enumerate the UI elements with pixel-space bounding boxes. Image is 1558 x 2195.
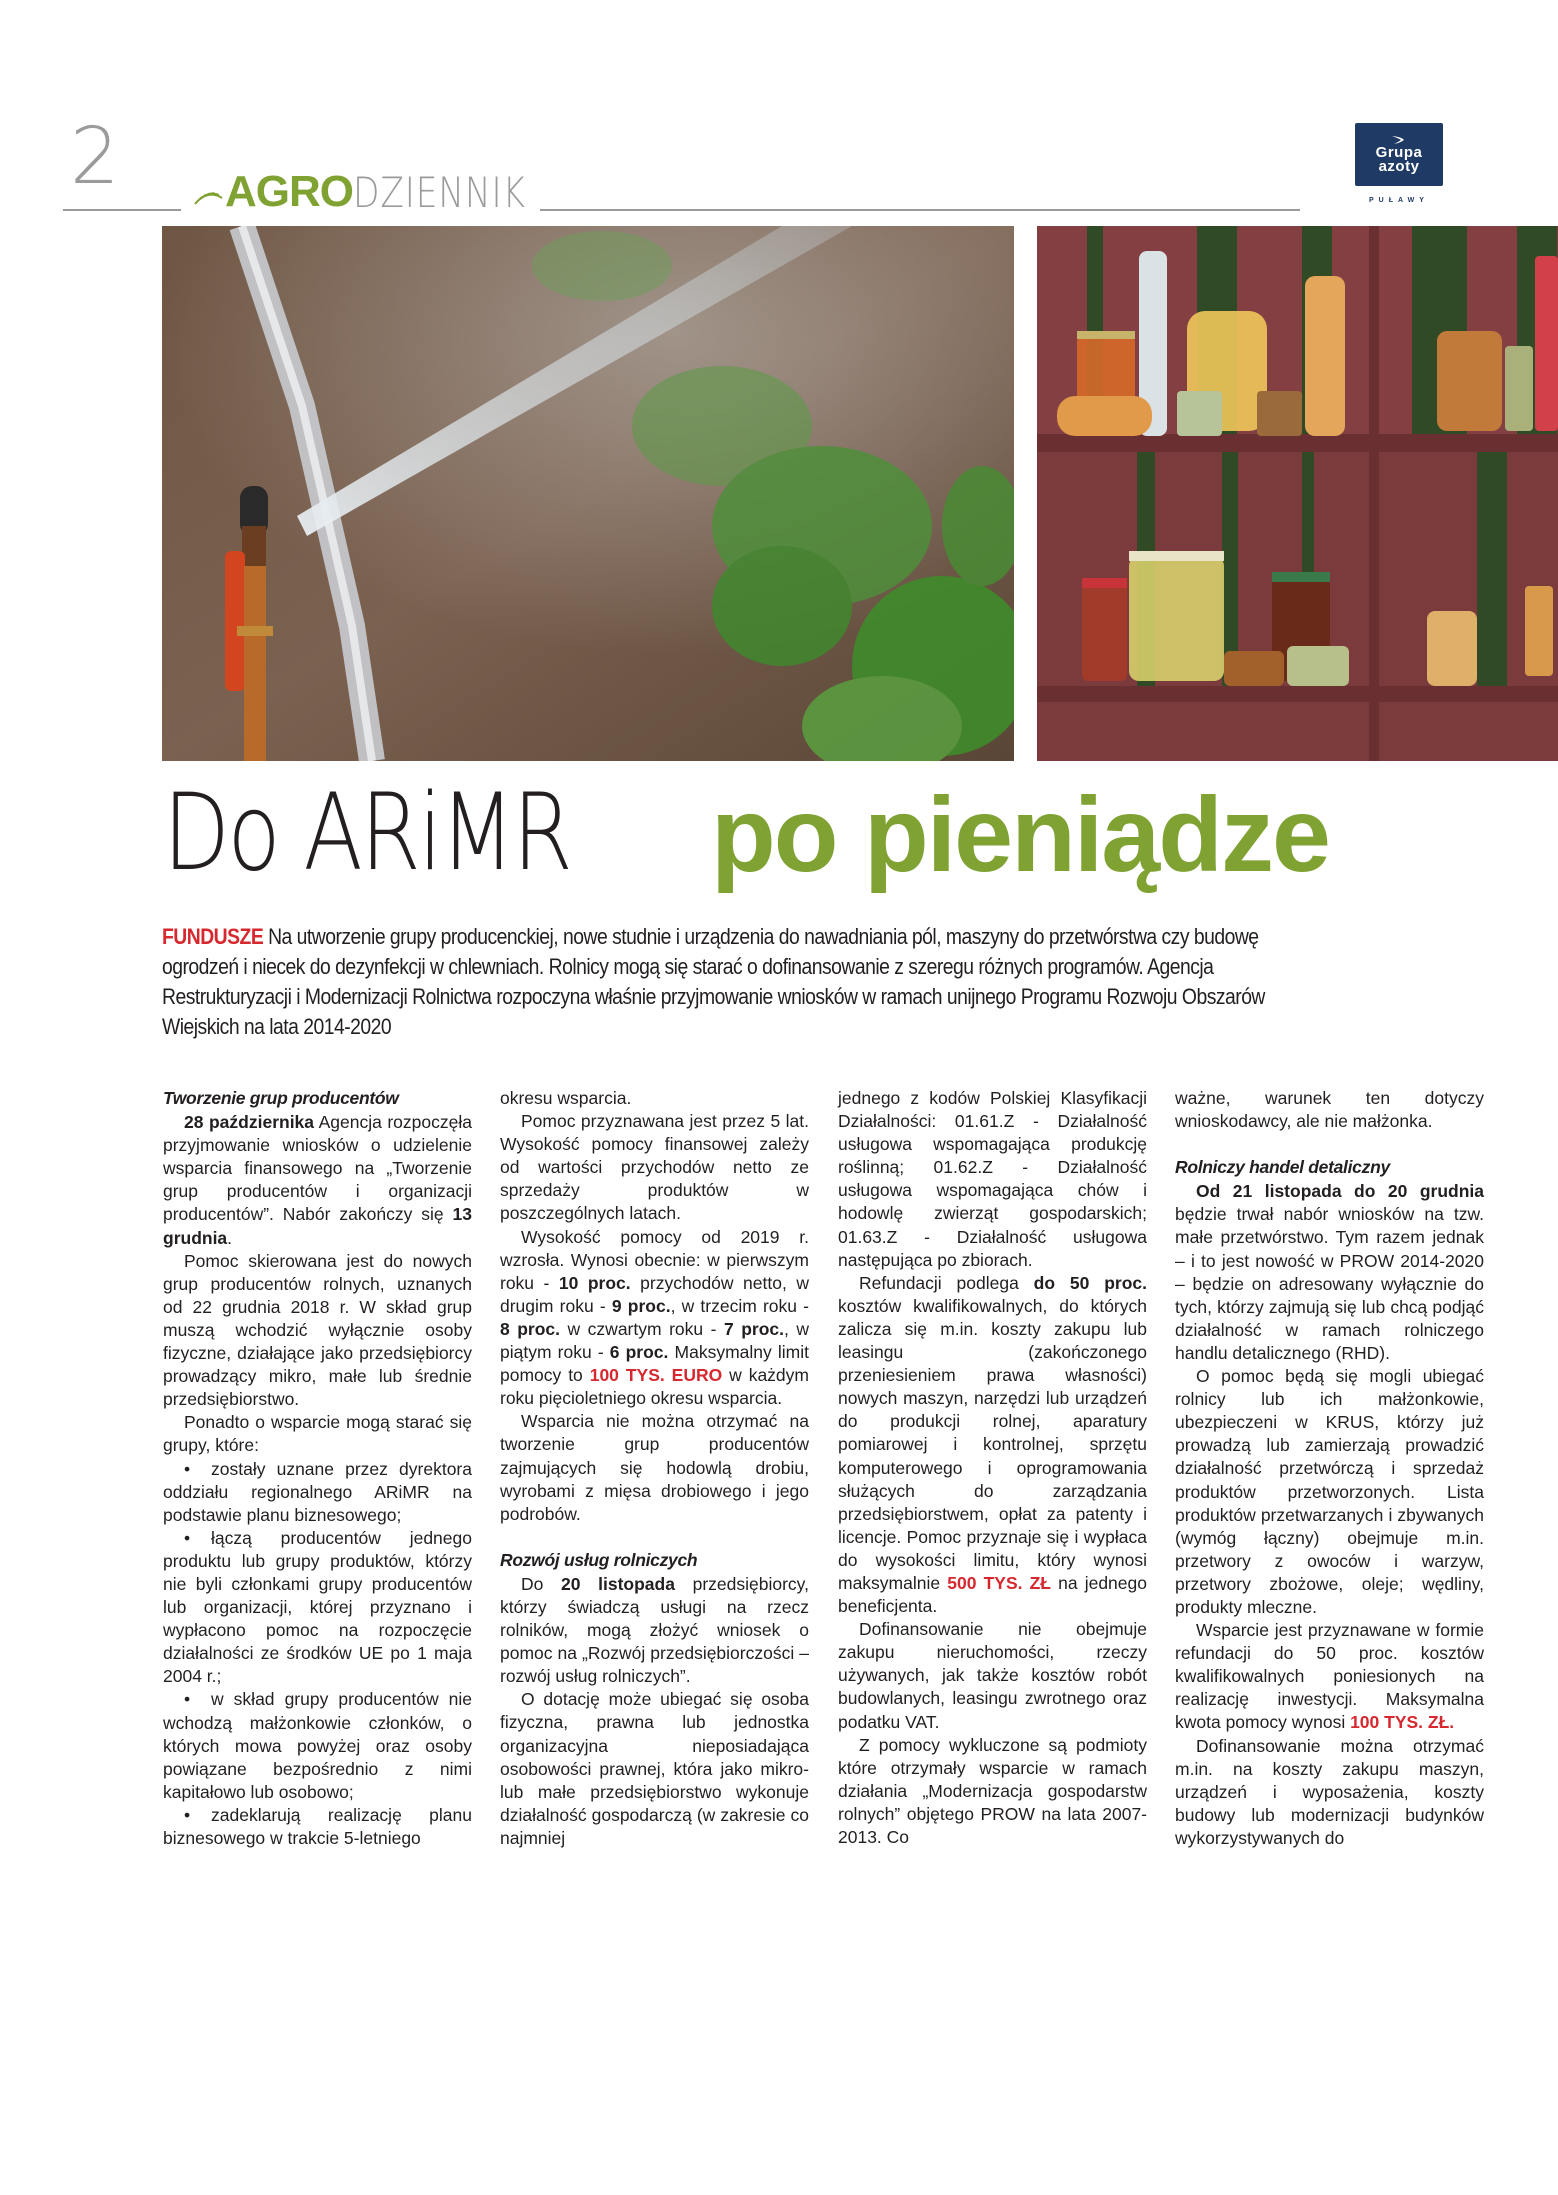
paragraph	[1175, 1619, 1484, 1734]
page-number: 2	[70, 112, 120, 202]
date-highlight: 13 grudnia	[163, 1204, 472, 1248]
lead-kicker: FUNDUSZE	[162, 924, 264, 949]
paragraph	[500, 1226, 809, 1411]
date-highlight: 20 listopada	[561, 1573, 675, 1594]
paragraph-text: Refundacji podlega	[859, 1272, 1034, 1293]
section-heading-retail-trade: Rolniczy handel detaliczny	[1175, 1157, 1390, 1178]
paragraph-continued: ważne, warunek ten dotyczy wnioskodawcy, ale nie małżonka.	[1175, 1088, 1484, 1132]
paragraph: Z pomocy wykluczone są podmioty które otrzymały wsparcie w ramach działania „Modernizacja gospodarstw rolnych” objętego PROW na lata 2007-2013. Co	[838, 1734, 1147, 1847]
paragraph	[163, 1111, 472, 1250]
paragraph: Pomoc skierowana jest do nowych grup producentów rolnych, uznanych od 22 grudnia 2018 r. W skład grup muszą wchodzić wyłącznie osoby fizyczne, działające jako przedsiębiorcy prowadzący mikro, małe lub średnie przedsiębiorstwo.	[163, 1250, 472, 1410]
paragraph: Wsparcia nie można otrzymać na tworzenie grup producentów zajmujących się hodowlą drobiu, wyrobami z mięsa drobiowego i jego podrobów.	[500, 1411, 809, 1524]
lead-line-1	[162, 922, 1504, 952]
article-column-2	[500, 1087, 809, 1850]
paragraph: Pomoc przyznawana jest przez 5 lat. Wysokość pomocy finansowej zależy od wartości przychodów netto ze sprzedaży produktów w poszczególnych latach.	[500, 1111, 809, 1224]
amount-highlight: 100 TYS. EURO	[589, 1365, 723, 1386]
rate-highlight: do 50 proc.	[1033, 1272, 1147, 1293]
list-item-text: zostały uznane przez dyrektora oddziału regionalnego ARiMR na podstawie planu biznesowego;	[163, 1458, 472, 1525]
list-item	[163, 1458, 472, 1527]
list-item	[163, 1688, 472, 1803]
brand-agro: AGRO	[225, 167, 353, 216]
paragraph-text: .	[227, 1227, 233, 1248]
bullet-icon: •	[184, 1458, 191, 1479]
headline-bold: po pieniądze	[711, 776, 1329, 894]
paragraph: Ponadto o wsparcie mogą starać się grupy, które:	[163, 1412, 472, 1456]
paragraph: Dofinansowanie nie obejmuje zakupu nieruchomości, rzeczy używanych, jak także kosztów robót budowlanych, leasingu zwrotnego oraz podatku VAT.	[838, 1619, 1147, 1732]
list-item-text: w skład grupy producentów nie wchodzą małżonkowie członków, o których mowa powyżej oraz osoby powiązane bezpośrednio z nimi kapitałowo lub osobowo;	[163, 1689, 472, 1802]
paragraph-text: , w trzecim roku -	[670, 1295, 809, 1316]
section-heading-producer-groups: Tworzenie grup producentów	[163, 1088, 399, 1108]
headline-light: Do ARiMR	[163, 771, 571, 894]
brand-dziennik: DZIENNIK	[353, 168, 526, 217]
paragraph-text: przedsiębiorcy, którzy świadczą usługi na rzecz rolników, mogą złożyć wniosek o pomoc na „Rozwój przedsiębiorczości – rozwój usług rolniczych”.	[500, 1573, 809, 1687]
article-headline	[163, 771, 1329, 894]
paragraph-text: w czwartym roku -	[560, 1318, 724, 1339]
lead-text: Na utworzenie grupy producenckiej, nowe studnie i urządzenia do nawadniania pól, maszyny do przetwórstwa czy budowę	[268, 924, 1259, 949]
header-rule-right	[540, 209, 1300, 211]
paragraph	[838, 1272, 1147, 1618]
rate-highlight: 7 proc.	[723, 1318, 784, 1339]
lead-line-2: ogrodzeń i niecek do dezynfekcji w chlewniach. Rolnicy mogą się starać o dofinansowanie z szeregu różnych programów. Agencja	[162, 954, 1214, 979]
bullet-icon: •	[184, 1527, 191, 1548]
rate-highlight: 10 proc.	[558, 1272, 631, 1293]
logo-line2: azoty	[1378, 158, 1420, 175]
paragraph-text: Agencja rozpoczęła przyjmowanie wniosków o udzielenie wsparcia finansowego na „Tworzenie grup producentów i organizacji producentów”. Nabór zakończy się	[163, 1112, 472, 1225]
article-lead	[162, 922, 1504, 1042]
article-column-1	[163, 1087, 472, 1850]
irrigation-sprinkler-photo	[162, 226, 1014, 761]
paragraph: O dotację może ubiegać się osoba fizyczna, prawna lub jednostka organizacyjna nieposiadająca osobowości prawnej, która jako mikro- lub małe przedsiębiorstwo wykonuje działalność gospodarczą (w zakresie co najmniej	[500, 1689, 809, 1848]
list-item-text: zadeklarują realizację planu biznesowego w trakcie 5-letniego	[163, 1804, 472, 1848]
amount-highlight: 500 TYS. ZŁ	[947, 1572, 1051, 1593]
paragraph-text: Wsparcie jest przyznawane w formie refundacji do 50 proc. kosztów kwalifikowalnych poniesionych na realizację inwestycji. Maksymalna kwota pomocy wynosi	[1175, 1620, 1484, 1733]
article-column-3	[838, 1087, 1147, 1849]
logo-subtitle: PUŁAWY	[1369, 197, 1429, 204]
paragraph-text: przychodów netto, w drugim roku -	[500, 1272, 809, 1316]
bullet-icon: •	[184, 1804, 191, 1825]
date-highlight: Od 21 listopada do 20 grudnia	[1196, 1181, 1484, 1202]
paragraph: O pomoc będą się mogli ubiegać rolnicy lub ich małżonkowie, ubezpieczeni w KRUS, którzy już prowadzą lub zamierzają prowadzić działalność przetwórczą i sprzedaż produktów przetworzonych. Lista produktów przetwarzanych i zbywanych (wymóg łączny) obejmuje m.in. przetwory z owoców i warzyw, przetwory zbożowe, oleje; wędliny, produkty mleczne.	[1175, 1366, 1484, 1617]
paragraph-text: na jednego beneficjenta.	[838, 1572, 1147, 1617]
lead-line-3: Restrukturyzacji i Modernizacji Rolnictwa rozpoczyna właśnie przyjmowanie wniosków w ramach unijnego Programu Rozwoju Obszarów	[162, 984, 1265, 1009]
section-heading-agricultural-services: Rozwój usług rolniczych	[500, 1549, 698, 1570]
paragraph-continued: jednego z kodów Polskiej Klasyfikacji Działalności: 01.61.Z - Działalność usługowa wspomagająca produkcję roślinną; 01.62.Z - Działalność usługowa wspomagająca chów i hodowlę zwierząt gospodarskich; 01.63.Z - Działalność usługowa następująca po zbiorach.	[838, 1088, 1147, 1270]
date-highlight: 28 października	[184, 1112, 315, 1133]
rate-highlight: 8 proc.	[500, 1318, 561, 1339]
list-item	[163, 1804, 472, 1850]
paragraph-text: kosztów kwalifikowalnych, do których zalicza się m.in. koszty zakupu lub leasingu (zakończonego przeniesieniem prawa własności) nowych maszyn, narzędzi lub urządzeń do produkcji rolnej, aparatury pomiarowej i kontrolnej, sprzętu komputerowego i oprogramowania służących do zarządzania przedsiębiorstwem, opłat za patenty i licencje. Pomoc przyznaje się i wypłaca do wysokości limitu, który wynosi maksymalnie	[838, 1295, 1147, 1593]
publication-masthead	[193, 167, 564, 217]
paragraph	[1175, 1180, 1484, 1365]
logo-line1: Grupa	[1375, 144, 1423, 161]
paragraph-text: , w piątym roku -	[500, 1318, 809, 1363]
paragraph-text: Wysokość pomocy od 2019 r. wzrosła. Wynosi obecnie: w pierwszym roku -	[500, 1226, 809, 1293]
eligibility-list	[163, 1458, 472, 1851]
jars-illustration-icon	[1037, 226, 1558, 761]
header-rule-left	[63, 209, 181, 211]
paragraph-text: w każdym roku pięcioletniego okresu wsparcia.	[500, 1365, 809, 1409]
paragraph-text: będzie trwał nabór wniosków na tzw. małe przetwórstwo. Tym razem jednak – i to jest nowość w PROW 2014-2020 – będzie on adresowany wyłącznie do tych, którzy zajmują się lub chcą podjąć działalność w ramach rolniczego handlu detalicznego (RHD).	[1175, 1204, 1484, 1363]
paragraph-continued: okresu wsparcia.	[500, 1088, 632, 1108]
rate-highlight: 9 proc.	[611, 1295, 671, 1316]
grupa-azoty-logo	[1355, 123, 1443, 186]
article-column-4	[1175, 1087, 1484, 1850]
rate-highlight: 6 proc.	[609, 1342, 669, 1363]
list-item	[163, 1527, 472, 1689]
list-item-text: łączą producentów jednego produktu lub grupy produktów, którzy nie byli członkami grupy producentów lub organizacji, której przyznano i wypłacono pomoc na rozpoczęcie działalności ze środków UE po 1 maja 2004 r.;	[163, 1527, 472, 1687]
paragraph	[500, 1573, 809, 1688]
lead-line-4: Wiejskich na lata 2014-2020	[162, 1014, 392, 1039]
bullet-icon: •	[184, 1689, 191, 1710]
sprinkler-illustration-icon	[162, 226, 1014, 761]
wheat-icon	[193, 188, 223, 206]
paragraph-text: Do	[521, 1573, 562, 1594]
paragraph: Dofinansowanie można otrzymać m.in. na koszty zakupu maszyn, urządzeń i wyposażenia, koszty budowy lub modernizacji budynków wykorzystywanych do	[1175, 1735, 1484, 1848]
amount-highlight: 100 TYS. ZŁ.	[1350, 1712, 1455, 1733]
preserves-jars-shelf-photo	[1037, 226, 1558, 761]
paragraph-text: Maksymalny limit pomocy to	[500, 1342, 809, 1386]
